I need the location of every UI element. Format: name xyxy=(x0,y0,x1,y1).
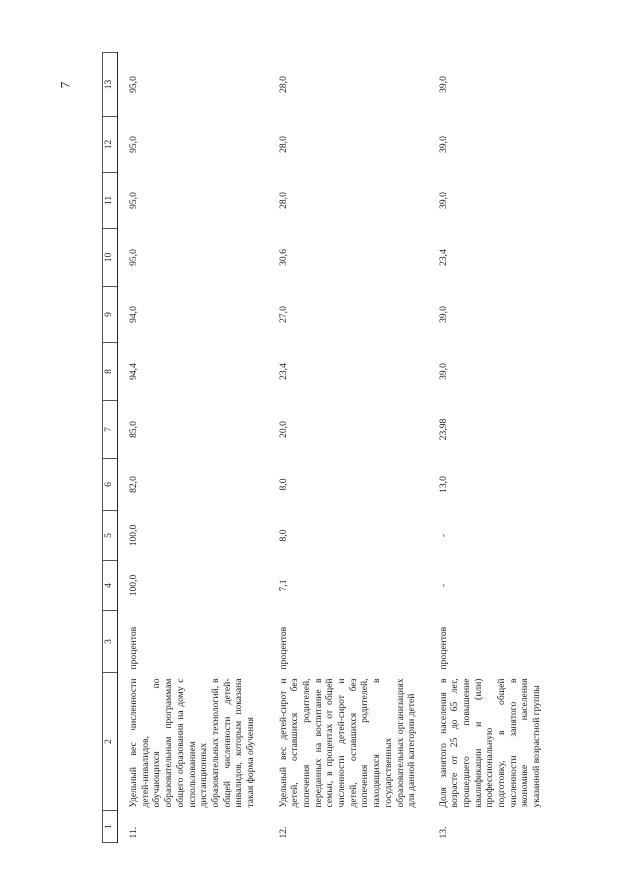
column-header: 3 xyxy=(103,611,118,673)
column-header: 1 xyxy=(103,811,118,843)
indicator-name: Удельный вес детей-сирот и детей, оставшихся без попечения родителей, переданных на воспитание в семьи, в процентах от общей численности детей-сирот и детей, оставшихся без попечения родителей, находящихся в государственных образовательных организациях для данной категории детей xyxy=(277,678,418,808)
column-header: 11 xyxy=(103,173,118,229)
column-header: 8 xyxy=(103,343,118,401)
table-row xyxy=(268,53,428,843)
indicator-name: Доля занятого населения в возрасте от 25 до 65 лет, прошедшего повышение квалификации и (или) профессиональную подготовку, в общей численности занятого в экономике населения указанной возрастной группы xyxy=(437,678,543,808)
table-row xyxy=(118,53,268,843)
column-header: 7 xyxy=(103,401,118,459)
value-cell: 23,4 xyxy=(277,363,289,380)
column-header: 9 xyxy=(103,287,118,343)
value-cell: 23,98 xyxy=(437,418,449,441)
value-cell: 8,0 xyxy=(277,478,289,491)
value-cell: 39,0 xyxy=(437,192,449,209)
value-cell: - xyxy=(437,583,449,588)
value-cell: 8,0 xyxy=(277,529,289,542)
value-cell: - xyxy=(437,533,449,538)
column-header: 5 xyxy=(103,511,118,561)
value-cell: 7,1 xyxy=(277,579,289,592)
unit-cell: процентов xyxy=(437,626,449,670)
value-cell: 13,0 xyxy=(437,476,449,493)
unit-cell: процентов xyxy=(277,626,289,670)
value-cell: 95,0 xyxy=(128,192,139,209)
value-cell: 39,0 xyxy=(437,76,449,93)
column-header: 10 xyxy=(103,229,118,287)
value-cell: 28,0 xyxy=(277,192,289,209)
rotated-table-wrapper xyxy=(102,53,622,843)
value-cell: 95,0 xyxy=(128,136,139,153)
value-cell: 82,0 xyxy=(128,476,139,493)
value-cell: 23,4 xyxy=(437,249,449,266)
value-cell: 95,0 xyxy=(128,249,139,266)
value-cell: 27,0 xyxy=(277,306,289,323)
value-cell: 28,0 xyxy=(277,76,289,93)
header-row xyxy=(103,53,118,843)
column-header: 13 xyxy=(103,53,118,117)
value-cell: 94,0 xyxy=(128,306,139,323)
value-cell: 28,0 xyxy=(277,136,289,153)
value-cell: 94,4 xyxy=(128,363,139,380)
page-number: 7 xyxy=(57,81,73,89)
value-cell: 20,0 xyxy=(277,421,289,438)
value-cell: 95,0 xyxy=(128,76,139,93)
indicator-name: Удельный вес численности детей-инвалидов, обучающихся по образовательным программам общего образования на дому с использованием дистанционных образовательных технологий, в общей численности детей-инвалидов, которым показана такая форма обучения xyxy=(128,678,257,808)
row-number: 12. xyxy=(277,826,289,839)
row-number: 13. xyxy=(437,826,449,839)
indicators-table xyxy=(102,52,558,843)
value-cell: 39,0 xyxy=(437,363,449,380)
value-cell: 39,0 xyxy=(437,136,449,153)
value-cell: 39,0 xyxy=(437,306,449,323)
column-header: 2 xyxy=(103,673,118,811)
value-cell: 100,0 xyxy=(128,574,139,597)
column-header: 6 xyxy=(103,459,118,511)
column-header: 4 xyxy=(103,561,118,611)
unit-cell: процентов xyxy=(128,626,139,670)
value-cell: 85,0 xyxy=(128,421,139,438)
table-row xyxy=(428,53,558,843)
value-cell: 100,0 xyxy=(128,524,139,547)
row-number: 11. xyxy=(128,826,139,839)
value-cell: 30,6 xyxy=(277,249,289,266)
column-header: 12 xyxy=(103,117,118,173)
